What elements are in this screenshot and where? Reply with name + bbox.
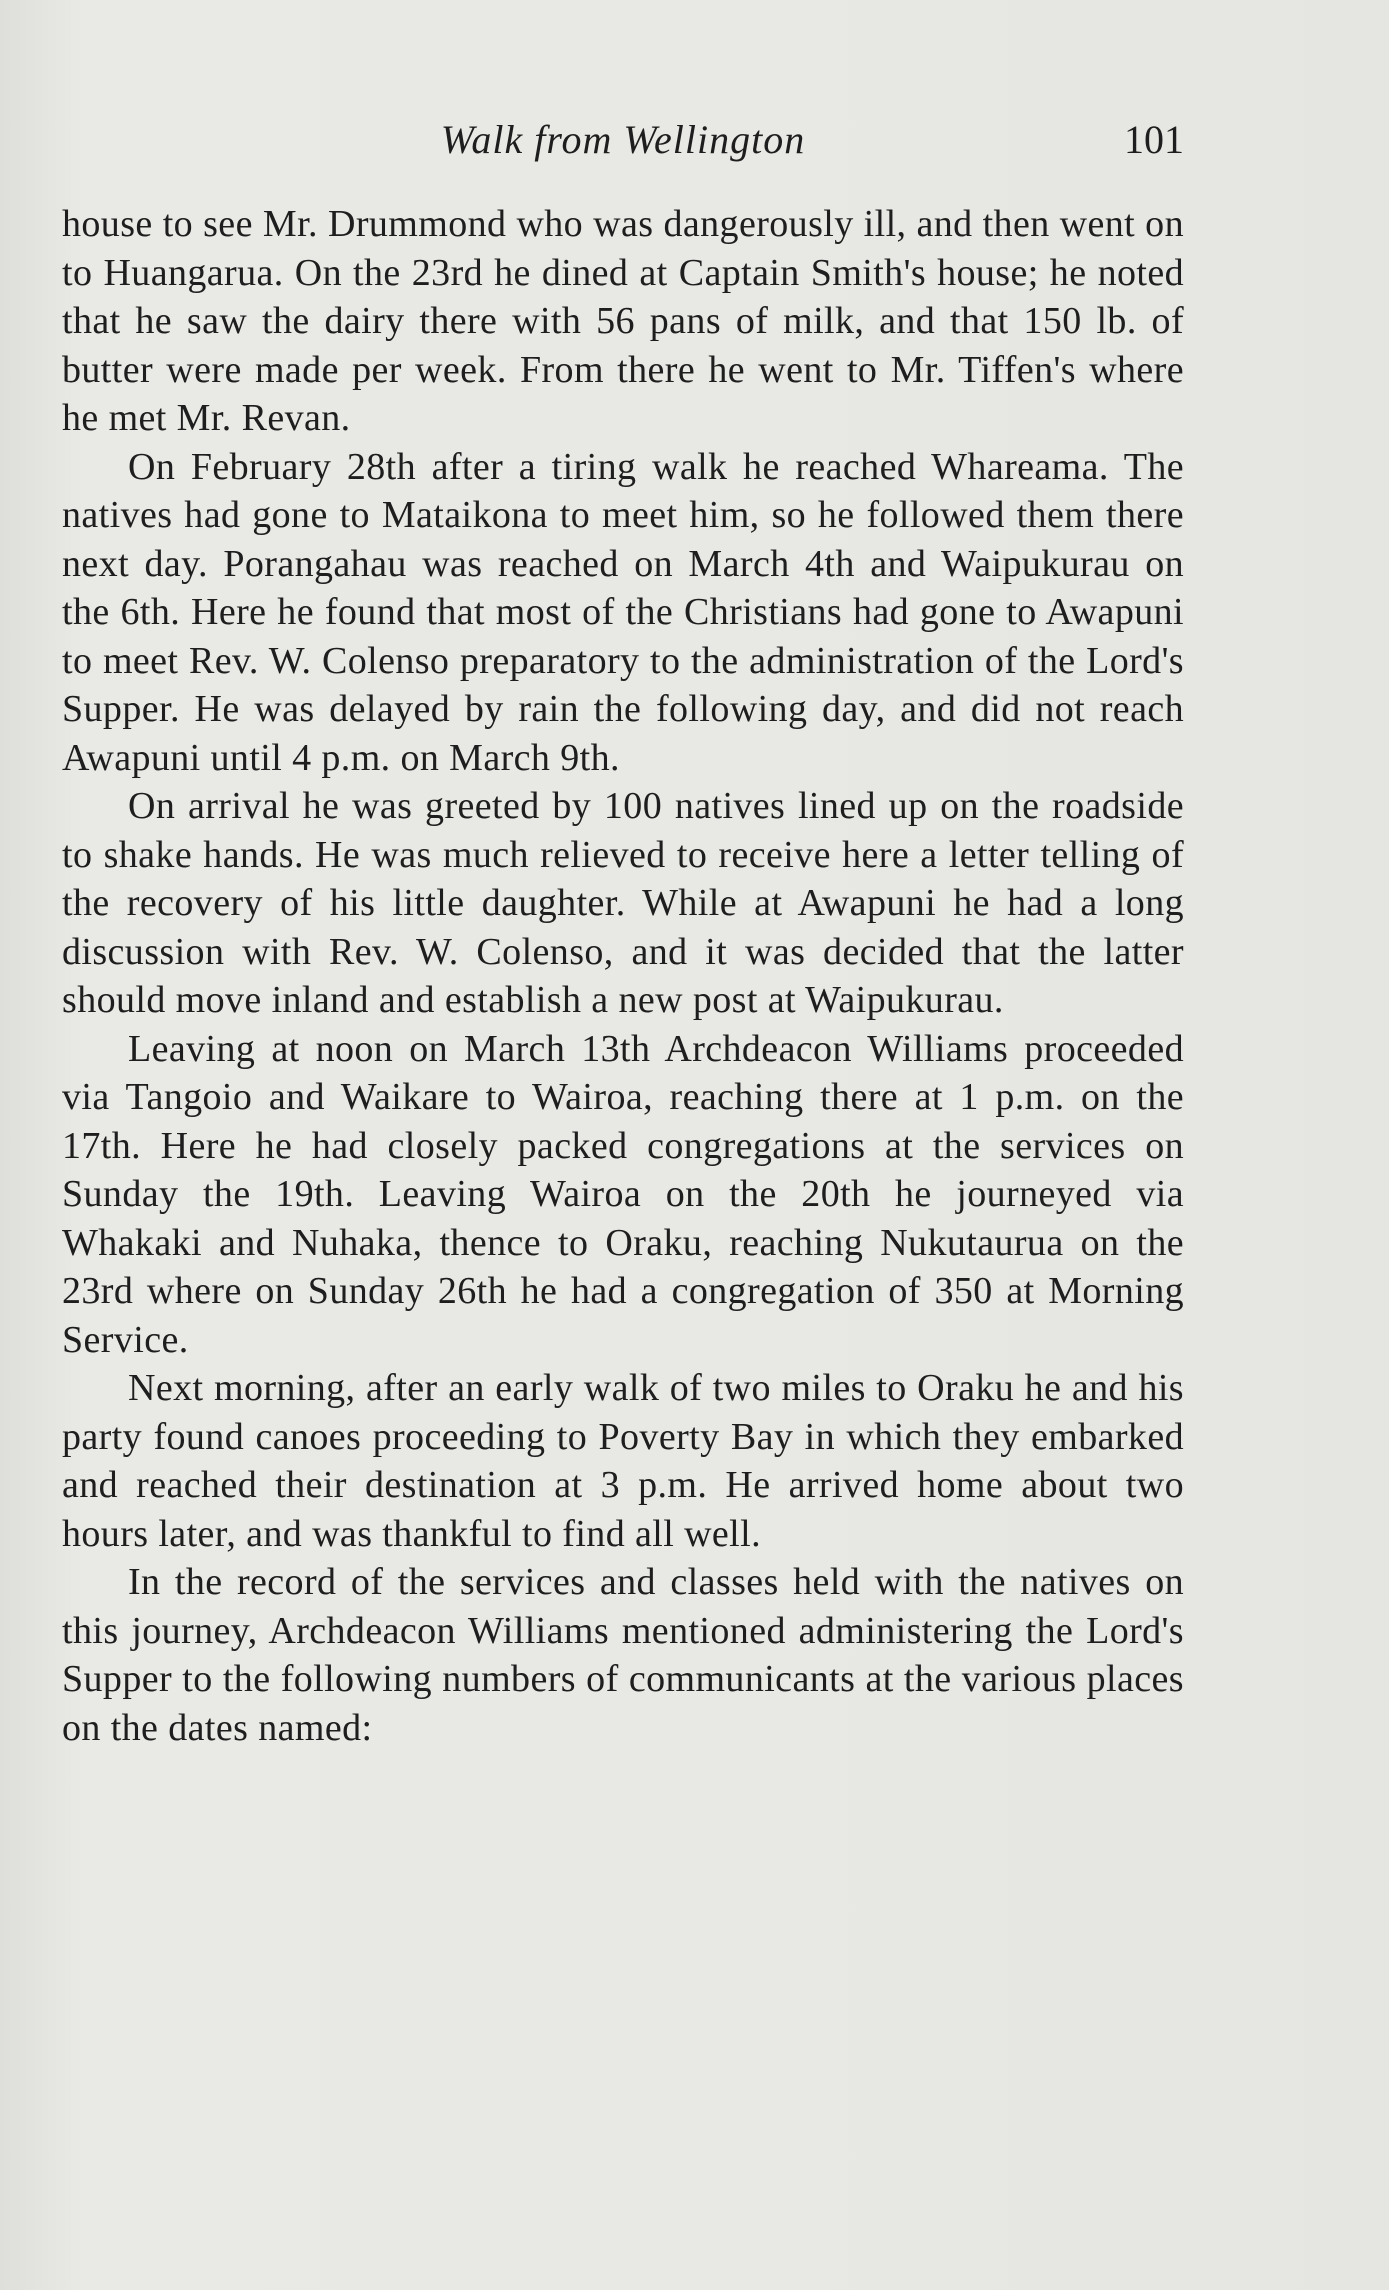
page-number: 101 xyxy=(1124,117,1184,162)
running-title: Walk from Wellington xyxy=(440,117,806,162)
paragraph-return-home: Next morning, after an early walk of two miles to Oraku he and his party found canoes proceeding to Poverty Bay in which they embarked and reached their destination at 3 p.m. He arrived home about two hours later, and was thankful to find all well. xyxy=(62,1367,1184,1555)
paragraph-awapuni-arrival: On arrival he was greeted by 100 natives lined up on the roadside to shake hands. He was much relieved to receive here a letter telling of the recovery of his little daughter. While at Awapuni he had a long discussion with Rev. W. Colenso, and it was decided that the latter should move inland and establish a new post at Waipukurau. xyxy=(62,785,1184,1021)
paragraph-february-journey: On February 28th after a tiring walk he reached Whareama. The natives had gone to Mataikona to meet him, so he followed them there next day. Porangahau was reached on March 4th and Waipukurau on the 6th. Here he found that most of the Christians had gone to Awapuni to meet Rev. W. Colenso preparatory to the administration of the Lord's Supper. He was delayed by rain the following day, and did not reach Awapuni until 4 p.m. on March 9th. xyxy=(62,445,1184,779)
body-text xyxy=(62,200,1184,1752)
paragraph-communicants-record: In the record of the services and classes held with the natives on this journey, Archdeacon Williams mentioned administering the Lord's Supper to the following numbers of communicants at the various places on the dates named: xyxy=(62,1561,1184,1749)
running-head xyxy=(62,112,1184,168)
paragraph-wairoa-journey: Leaving at noon on March 13th Archdeacon Williams proceeded via Tangoio and Waikare to Wairoa, reaching there at 1 p.m. on the 17th. Here he had closely packed congregations at the services on Sunday the 19th. Leaving Wairoa on the 20th he journeyed via Whakaki and Nuhaka, thence to Oraku, reaching Nukutaurua on the 23rd where on Sunday 26th he had a congregation of 350 at Morning Service. xyxy=(62,1027,1184,1361)
paragraph-continuation: house to see Mr. Drummond who was dangerously ill, and then went on to Huangarua. On the 23rd he dined at Captain Smith's house; he noted that he saw the dairy there with 56 pans of milk, and that 150 lb. of butter were made per week. From there he went to Mr. Tiffen's where he met Mr. Revan. xyxy=(62,203,1184,439)
